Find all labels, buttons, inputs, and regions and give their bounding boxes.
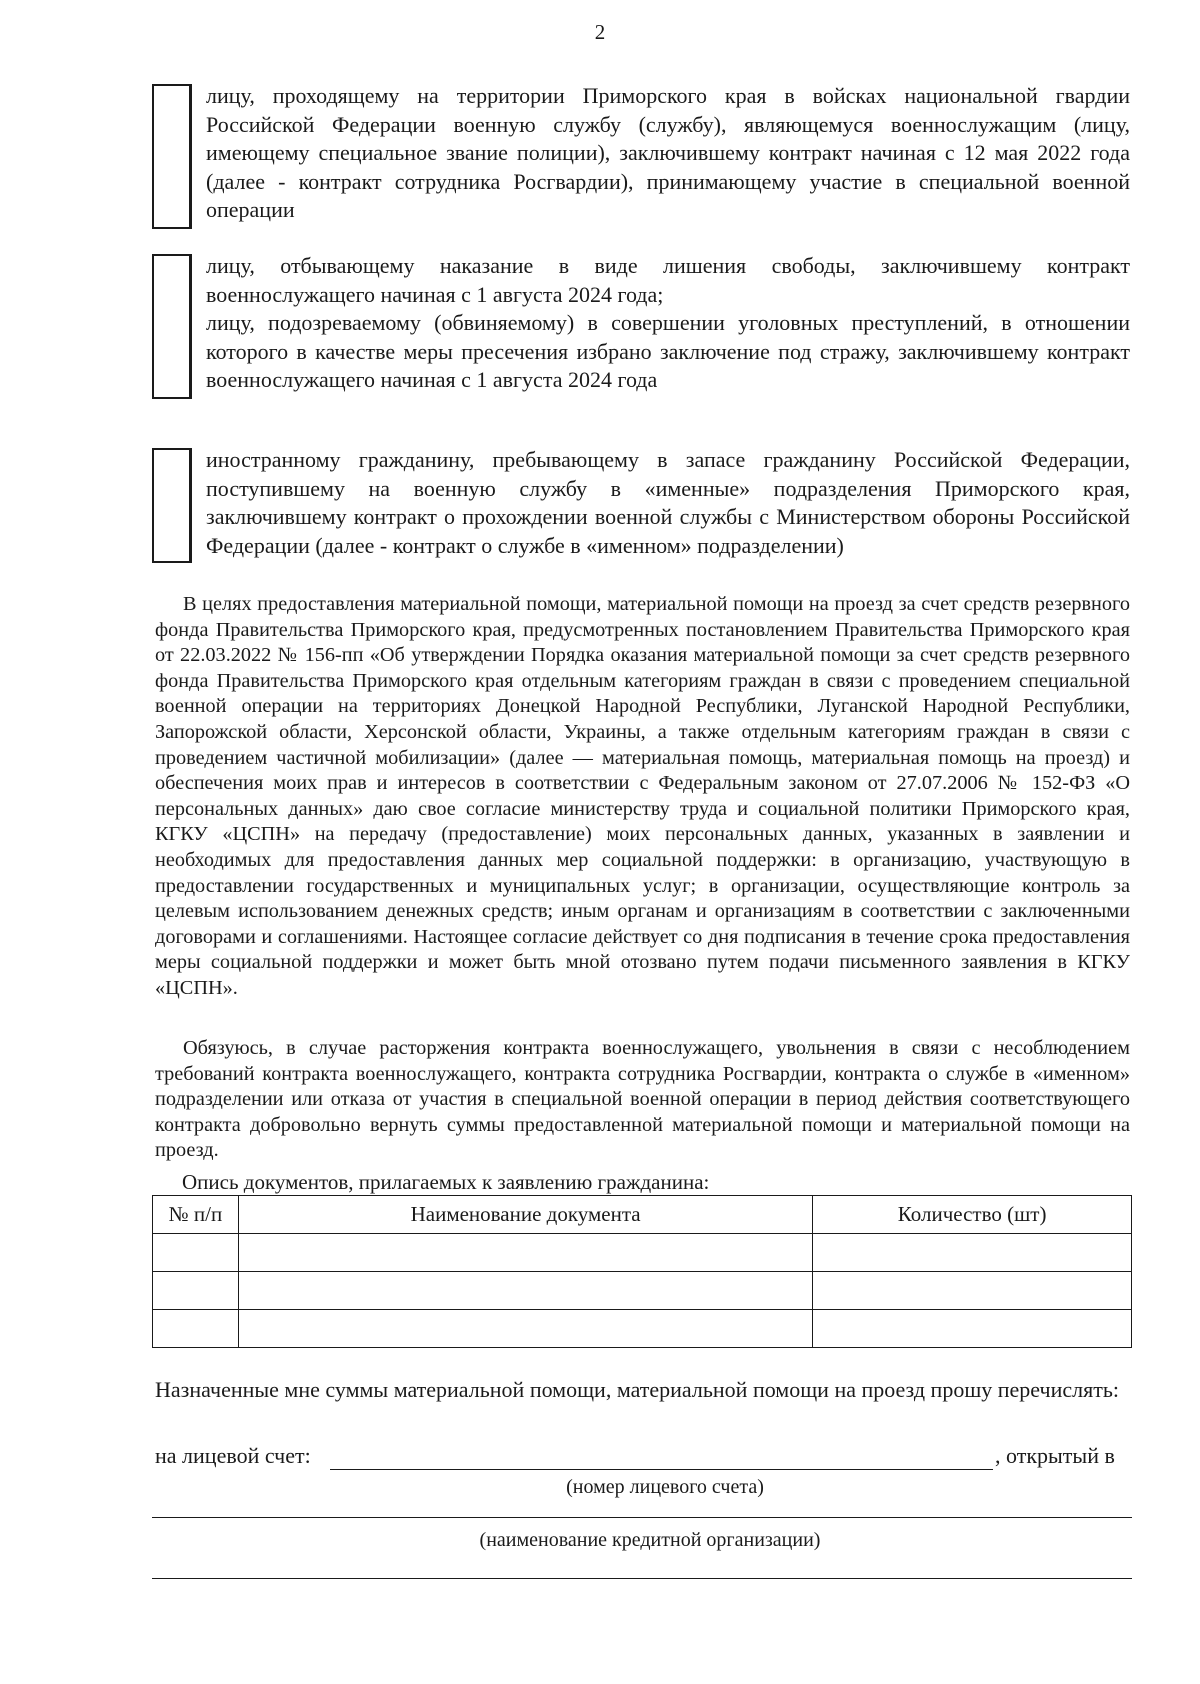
- table-header-row: [153, 1196, 1132, 1234]
- bank-name-field-extra[interactable]: [152, 1558, 1132, 1579]
- account-caption: (номер лицевого счета): [566, 1476, 764, 1498]
- account-label: на лицевой счет:: [155, 1443, 311, 1468]
- header-number: № п/п: [153, 1196, 239, 1234]
- header-document-name: Наименование документа: [238, 1196, 812, 1234]
- obligation-paragraph: [155, 1036, 1130, 1164]
- option-prisoner: [152, 254, 1130, 399]
- option-line: лицу, проходящему на территории Приморского края в войсках национальной гвардии Российской Федерации военную службу (службу), являющемуся военнослужащим (лицу, имеющему специальное звание полиции), заключившему контракт начиная с 12 мая 2022 года (далее - контракт сотрудника Росгвардии), принимающему участие в специальной военной операции: [206, 83, 1130, 222]
- account-suffix-row: [995, 1442, 1135, 1470]
- table-row: [153, 1272, 1132, 1310]
- option-line: лицу, подозреваемому (обвиняемому) в совершении уголовных преступлений, в отношении которого в качестве меры пресечения избрано заключение под стражу, заключившему контракт военнослужащего начиная с 1 августа 2024 года: [206, 310, 1130, 392]
- cell-quantity[interactable]: [813, 1234, 1132, 1272]
- documents-caption: Опись документов, прилагаемых к заявлению гражданина:: [182, 1170, 710, 1194]
- consent-paragraph: [155, 592, 1130, 1002]
- cell-document-name[interactable]: [238, 1272, 812, 1310]
- cell-quantity[interactable]: [813, 1272, 1132, 1310]
- cell-number[interactable]: [153, 1310, 239, 1348]
- option-line: лицу, отбывающему наказание в виде лишения свободы, заключившему контракт военнослужащего начиная с 1 августа 2024 года;: [206, 253, 1130, 307]
- account-number-field[interactable]: [330, 1443, 993, 1470]
- cell-document-name[interactable]: [238, 1310, 812, 1348]
- cell-number[interactable]: [153, 1272, 239, 1310]
- table-row: [153, 1234, 1132, 1272]
- bank-name-field[interactable]: [152, 1497, 1132, 1518]
- table-row: [153, 1310, 1132, 1348]
- bank-caption: (наименование кредитной организации): [479, 1529, 821, 1551]
- consent-text: В целях предоставления материальной помощи, материальной помощи на проезд за счет средств резервного фонда Правительства Приморского края, предусмотренных постановлением Правительства Приморского края от 22.03.2022 № 156-пп «Об утверждении Порядка оказания материальной помощи за счет средств резервного фонда Правительства Приморского края отдельным категориям граждан в связи с проведением специальной военной операции на территориях Донецкой Народной Республики, Луганской Народной Республики, Запорожской области, Херсонской области, Украины, а также отдельным категориям граждан в связи с проведением частичной мобилизации» (далее — материальная помощь, материальная помощь на проезд) и обеспечения моих прав и интересов в соответствии с Федеральным законом от 27.07.2006 № 152-ФЗ «О персональных данных» даю свое согласие министерству труда и социальной политики Приморского края, КГКУ «ЦСПН» на передачу (предоставление) моих персональных данных, указанных в заявлении и необходимых для предоставления данных мер социальной поддержки: в организацию, участвующую в предоставлении государственных и муниципальных услуг; в организации, осуществляющие контроль за целевым использованием денежных средств; иным органам и организациям в соответствии с заключенными договорами и соглашениями. Настоящее согласие действует со дня подписания в течение срока предоставления меры социальной поддержки и может быть мной отозвано путем подачи письменного заявления в КГКУ «ЦСПН».: [155, 593, 1130, 999]
- option-text: [206, 446, 1130, 560]
- option-checkbox[interactable]: [152, 254, 192, 399]
- payment-request: Назначенные мне суммы материальной помощи, материальной помощи на проезд прошу перечислять:: [155, 1377, 1119, 1402]
- cell-quantity[interactable]: [813, 1310, 1132, 1348]
- cell-number[interactable]: [153, 1234, 239, 1272]
- cell-document-name[interactable]: [238, 1234, 812, 1272]
- option-foreign-citizen: [152, 448, 1130, 563]
- option-rosgvardia: [152, 84, 1130, 229]
- option-checkbox[interactable]: [152, 448, 192, 563]
- documents-table: [152, 1195, 1132, 1348]
- account-suffix: , открытый в: [995, 1443, 1115, 1468]
- page-number: 2: [594, 20, 606, 44]
- option-checkbox[interactable]: [152, 84, 192, 229]
- option-line: иностранному гражданину, пребывающему в запасе гражданину Российской Федерации, поступившему на военную службу в «именные» подразделения Приморского края, заключившему контракт о прохождении военной службы с Министерством обороны Российской Федерации (далее - контракт о службе в «именном» подразделении): [206, 447, 1130, 558]
- obligation-text: Обязуюсь, в случае расторжения контракта военнослужащего, увольнения в связи с несоблюдением требований контракта военнослужащего, контракта сотрудника Росгвардии, контракта о службе в «именном» подразделении или отказа от участия в специальной военной операции в период действия соответствующего контракта добровольно вернуть суммы предоставленной материальной помощи и материальной помощи на проезд.: [155, 1037, 1130, 1162]
- header-quantity: Количество (шт): [813, 1196, 1132, 1234]
- option-text: [206, 82, 1130, 225]
- option-text: [206, 252, 1130, 395]
